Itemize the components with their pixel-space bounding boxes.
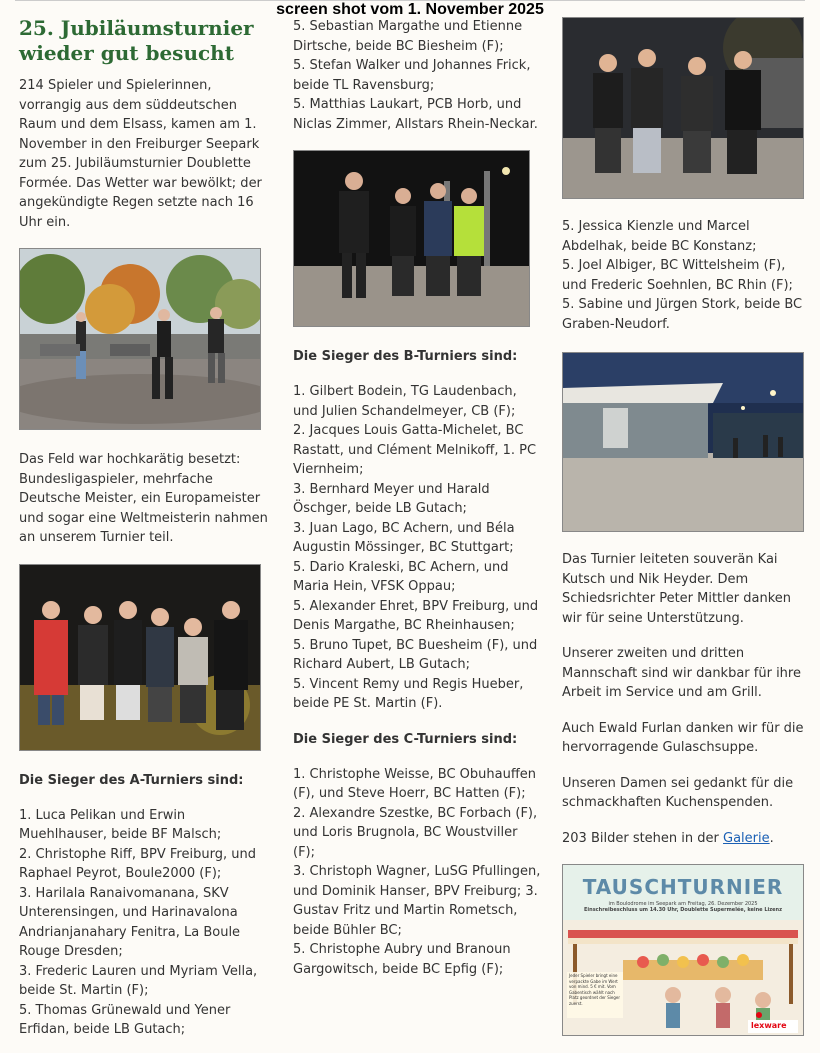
photo-b-winners-illustration <box>294 151 529 326</box>
gallery-suffix: . <box>769 830 774 846</box>
photo-group-night[interactable] <box>562 17 804 199</box>
officials-paragraph: Das Turnier leiteten souverän Kai Kutsch und Nik Heyder. Dem Schiedsrichter Peter Mittler danken wir für seine Unterstützung. <box>562 552 792 626</box>
c-winners-list-continued <box>562 217 812 334</box>
list-item: 1. Christophe Weisse, BC Obuhauffen (F), und Steve Hoerr, BC Hatten (F); <box>293 766 537 801</box>
list-item: 3. Frederic Lauren und Myriam Vella, beide St. Martin (F); <box>19 963 258 998</box>
a-tournament-heading: Die Sieger des A-Turniers sind: <box>19 772 244 788</box>
photo-boulodrome-night[interactable] <box>562 352 804 532</box>
list-item: 3. Christoph Wagner, LuSG Pfullingen, und Dominik Hanser, BPV Freiburg; 3. Gustav Fritz und Martin Rometsch, beide Bühler BC; <box>293 864 541 938</box>
list-item: 1. Luca Pelikan und Erwin Muehlhauser, beide BF Malsch; <box>19 807 222 842</box>
article-title: 25. Jubiläumsturnier wieder gut besucht <box>19 16 254 65</box>
poster-details: Einschreibeschluss um 14.30 Uhr, Doublette Supermelée, keine Lizenz <box>584 907 782 913</box>
gallery-link[interactable]: Galerie <box>723 830 770 846</box>
photo-a-winners-illustration <box>20 565 260 750</box>
gallery-paragraph <box>562 829 812 849</box>
photo-b-winners[interactable] <box>293 150 530 327</box>
list-item: 5. Alexander Ehret, BPV Freiburg, und Denis Margathe, BC Rheinhausen; <box>293 598 539 633</box>
ladies-paragraph: Unseren Damen sei gedankt für die schmackhaften Kuchenspenden. <box>562 775 794 810</box>
list-item: 5. Thomas Grünewald und Yener Erfidan, beide LB Gutach; <box>19 1002 231 1037</box>
list-item: 5. Vincent Remy und Regis Hueber, beide PE St. Martin (F). <box>293 676 524 711</box>
b-tournament-heading: Die Sieger des B-Turniers sind: <box>293 349 518 364</box>
list-item: 5. Matthias Laukart, PCB Horb, und Niclas Zimmer, Allstars Rhein-Neckar. <box>293 97 538 132</box>
list-item: 3. Harilala Ranaivomanana, SKV Unterensingen, und Harinavalona Andrianjanahary Fenitra, La Boule Rouge Dresden; <box>19 885 241 959</box>
list-item: 5. Stefan Walker und Johannes Frick, beide TL Ravensburg; <box>293 58 531 93</box>
list-item: 5. Sabine und Jürgen Stork, beide BC Graben-Neudorf. <box>562 297 803 332</box>
list-item: 5. Jessica Kienzle und Marcel Abdelhak, beide BC Konstanz; <box>562 219 757 254</box>
a-winners-list-continued <box>293 17 543 134</box>
photo-players-pitch[interactable] <box>19 248 261 430</box>
intro-paragraph: 214 Spieler und Spielerinnen, vorrangig aus dem süddeutschen Raum und dem Elsass, kamen am 1. November in den Freiburger Seepark zum 25. Jubiläumsturnier Doublette Formée. Das Wetter war bewölkt; der angekündigte Regen setzte nach 16 Uhr ein. <box>19 78 262 230</box>
a-winners-list <box>19 806 269 1040</box>
list-item: 1. Gilbert Bodein, TG Laudenbach, und Julien Schandelmeyer, CB (F); <box>293 384 517 419</box>
list-item: 3. Bernhard Meyer und Harald Öschger, beide LB Gutach; <box>293 481 490 516</box>
column-right <box>562 17 812 1036</box>
poster-title: TAUSCHTURNIER <box>582 875 784 899</box>
photo-boulodrome-illustration <box>563 353 803 531</box>
gallery-prefix: 203 Bilder stehen in der <box>562 830 724 846</box>
list-item: 5. Bruno Tupet, BC Buesheim (F), und Richard Aubert, LB Gutach; <box>293 637 538 672</box>
list-item: 2. Christophe Riff, BPV Freiburg, und Raphael Peyrot, Boule2000 (F); <box>19 846 256 881</box>
list-item: 2. Alexandre Szestke, BC Forbach (F), und Loris Brugnola, BC Woustviller (F); <box>293 805 538 860</box>
c-tournament-heading: Die Sieger des C-Turniers sind: <box>293 731 518 747</box>
field-paragraph: Das Feld war hochkarätig besetzt: Bundesligaspieler, mehrfache Deutsche Meister, ein Europameister und sogar eine Weltmeisterin nahmen an unserem Turnier teil. <box>19 452 268 545</box>
photo-pitch-illustration <box>20 249 260 429</box>
list-item: 3. Juan Lago, BC Achern, und Béla Augustin Mössinger, BC Stuttgart; <box>293 520 515 555</box>
c-winners-list <box>293 765 543 980</box>
poster-tauschturnier[interactable] <box>562 864 804 1036</box>
list-item: 2. Jacques Louis Gatta-Michelet, BC Rastatt, und Clément Melnikoff, 1. PC Viernheim; <box>293 423 537 477</box>
photo-a-winners[interactable] <box>19 564 261 751</box>
list-item: 5. Christophe Aubry und Branoun Gargowitsch, beide BC Epfig (F); <box>293 942 511 977</box>
column-left <box>19 0 269 1040</box>
poster-subtitle: im Boulodrome im Seepark am Freitag, 26. Dezember 2025 <box>608 901 758 907</box>
poster-sponsor-logo: lexware <box>751 1021 787 1030</box>
photo-group-night-illustration <box>563 18 803 198</box>
goulash-paragraph: Auch Ewald Furlan danken wir für die hervorragende Gulaschsuppe. <box>562 720 804 755</box>
list-item: 5. Dario Kraleski, BC Achern, und Maria Hein, VFSK Oppau; <box>293 559 509 594</box>
list-item: 5. Sebastian Margathe und Etienne Dirtsche, beide BC Biesheim (F); <box>293 19 523 54</box>
list-item: 5. Joel Albiger, BC Wittelsheim (F), und Frederic Soehnlen, BC Rhin (F); <box>562 258 793 293</box>
poster-rules-text: Jeder Spieler bringt eine verpackte Gabe im Wert von mind. 5 € mit. Vom Gabentisch wählt nach Platz geordnet der Sieger zuerst. <box>569 973 620 1006</box>
teams-paragraph: Unserer zweiten und dritten Mannschaft sind wir dankbar für ihre Arbeit im Service und am Grill. <box>562 646 801 700</box>
column-middle <box>293 17 543 979</box>
b-winners-list <box>293 382 543 714</box>
screenshot-caption: screen shot vom 1. November 2025 <box>276 1 544 18</box>
